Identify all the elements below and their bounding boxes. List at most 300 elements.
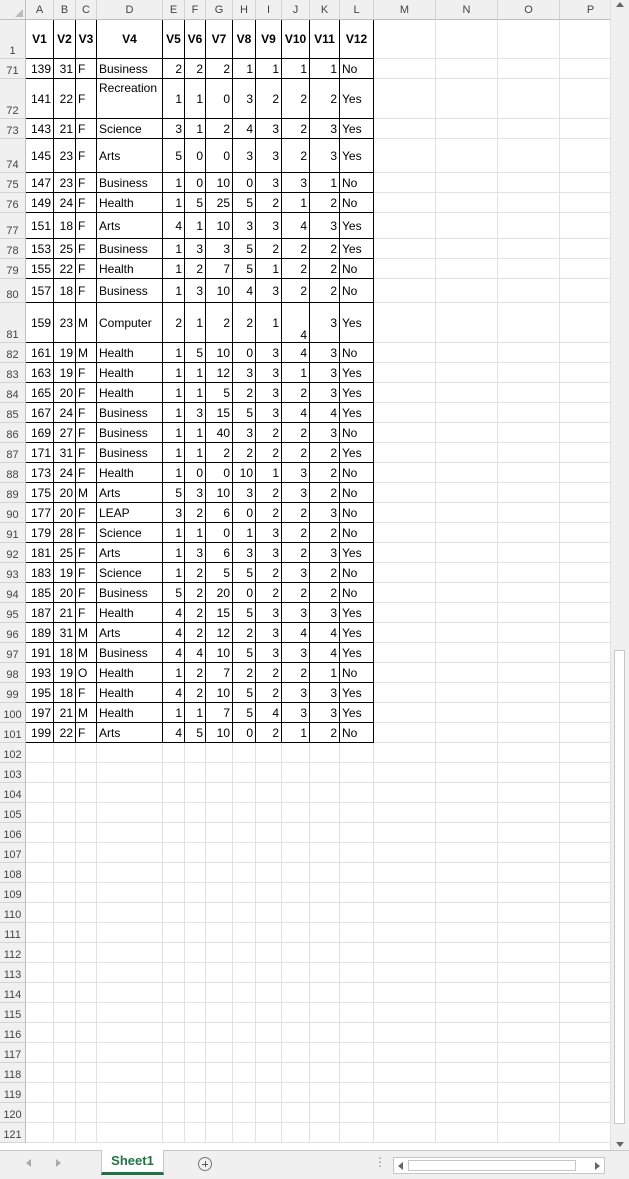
header-cell-v6[interactable]: V6 [185,20,206,59]
empty-cell[interactable] [54,923,76,943]
data-cell[interactable]: 21 [54,703,76,723]
row-header-80[interactable]: 80 [0,279,26,303]
column-header-h[interactable]: H [233,0,256,20]
empty-cell[interactable] [54,743,76,763]
row-header-74[interactable]: 74 [0,139,26,173]
data-cell[interactable]: No [340,523,374,543]
data-cell[interactable]: 179 [26,523,54,543]
data-cell[interactable]: 2 [282,259,310,279]
data-cell[interactable]: 7 [206,663,233,683]
data-cell[interactable]: Health [97,463,163,483]
data-cell[interactable]: 3 [310,703,340,723]
empty-cell[interactable] [560,193,610,213]
data-cell[interactable]: Arts [97,213,163,239]
data-cell[interactable]: F [76,139,97,173]
empty-cell[interactable] [233,963,256,983]
empty-cell[interactable] [282,1123,310,1143]
empty-cell[interactable] [436,20,498,59]
empty-cell[interactable] [206,763,233,783]
empty-cell[interactable] [560,663,610,683]
data-cell[interactable]: 5 [185,343,206,363]
empty-cell[interactable] [206,923,233,943]
empty-cell[interactable] [76,1003,97,1023]
empty-cell[interactable] [54,1063,76,1083]
data-cell[interactable]: 4 [282,213,310,239]
empty-cell[interactable] [340,923,374,943]
empty-cell[interactable] [310,803,340,823]
empty-cell[interactable] [97,883,163,903]
column-header-i[interactable]: I [256,0,282,20]
empty-cell[interactable] [26,963,54,983]
data-cell[interactable]: 2 [185,663,206,683]
empty-cell[interactable] [560,543,610,563]
row-header-79[interactable]: 79 [0,259,26,279]
empty-cell[interactable] [374,1123,436,1143]
data-cell[interactable]: 4 [163,623,185,643]
data-cell[interactable]: 2 [310,483,340,503]
data-cell[interactable]: 6 [206,503,233,523]
empty-cell[interactable] [206,903,233,923]
data-cell[interactable]: 3 [310,683,340,703]
horizontal-scroll-thumb[interactable] [408,1160,576,1171]
empty-cell[interactable] [54,903,76,923]
empty-cell[interactable] [26,1083,54,1103]
empty-cell[interactable] [163,863,185,883]
data-cell[interactable]: Arts [97,483,163,503]
data-cell[interactable]: O [76,663,97,683]
empty-cell[interactable] [340,963,374,983]
empty-cell[interactable] [498,823,560,843]
data-cell[interactable]: 10 [206,279,233,303]
empty-cell[interactable] [206,1103,233,1123]
column-header-p[interactable]: P [560,0,610,20]
data-cell[interactable]: 2 [282,443,310,463]
empty-cell[interactable] [374,983,436,1003]
data-cell[interactable]: 31 [54,59,76,79]
row-header-95[interactable]: 95 [0,603,26,623]
empty-cell[interactable] [206,883,233,903]
empty-cell[interactable] [436,743,498,763]
empty-cell[interactable] [560,703,610,723]
empty-cell[interactable] [310,843,340,863]
empty-cell[interactable] [340,903,374,923]
data-cell[interactable]: 15 [206,403,233,423]
data-cell[interactable]: Health [97,259,163,279]
empty-cell[interactable] [256,983,282,1003]
data-cell[interactable]: 3 [256,363,282,383]
data-cell[interactable]: 2 [185,623,206,643]
empty-cell[interactable] [340,803,374,823]
empty-cell[interactable] [310,883,340,903]
empty-cell[interactable] [163,903,185,923]
data-cell[interactable]: Business [97,239,163,259]
empty-cell[interactable] [560,903,610,923]
empty-cell[interactable] [310,943,340,963]
row-header-91[interactable]: 91 [0,523,26,543]
empty-cell[interactable] [498,543,560,563]
row-header-108[interactable]: 108 [0,863,26,883]
empty-cell[interactable] [436,763,498,783]
data-cell[interactable]: 157 [26,279,54,303]
data-cell[interactable]: 2 [233,623,256,643]
row-header-75[interactable]: 75 [0,173,26,193]
data-cell[interactable]: 2 [206,119,233,139]
empty-cell[interactable] [436,523,498,543]
empty-cell[interactable] [374,1023,436,1043]
empty-cell[interactable] [436,173,498,193]
data-cell[interactable]: 3 [310,119,340,139]
empty-cell[interactable] [560,963,610,983]
data-cell[interactable]: 4 [310,643,340,663]
empty-cell[interactable] [233,923,256,943]
empty-cell[interactable] [256,963,282,983]
data-cell[interactable]: 199 [26,723,54,743]
empty-cell[interactable] [26,1063,54,1083]
data-cell[interactable]: 1 [163,259,185,279]
empty-cell[interactable] [374,743,436,763]
data-cell[interactable]: 1 [163,543,185,563]
empty-cell[interactable] [54,783,76,803]
empty-cell[interactable] [498,883,560,903]
data-cell[interactable]: Science [97,523,163,543]
empty-cell[interactable] [374,59,436,79]
empty-cell[interactable] [282,883,310,903]
data-cell[interactable]: No [340,343,374,363]
empty-cell[interactable] [560,863,610,883]
row-header-118[interactable]: 118 [0,1063,26,1083]
empty-cell[interactable] [436,503,498,523]
empty-cell[interactable] [374,279,436,303]
data-cell[interactable]: 3 [185,483,206,503]
empty-cell[interactable] [185,1083,206,1103]
empty-cell[interactable] [26,1023,54,1043]
data-cell[interactable]: Yes [340,623,374,643]
empty-cell[interactable] [374,483,436,503]
empty-cell[interactable] [436,1103,498,1123]
data-cell[interactable]: F [76,723,97,743]
data-cell[interactable]: 2 [256,683,282,703]
empty-cell[interactable] [282,1103,310,1123]
row-header-83[interactable]: 83 [0,363,26,383]
empty-cell[interactable] [206,783,233,803]
row-header-98[interactable]: 98 [0,663,26,683]
data-cell[interactable]: No [340,583,374,603]
data-cell[interactable]: 25 [206,193,233,213]
data-cell[interactable]: 1 [233,523,256,543]
data-cell[interactable]: 175 [26,483,54,503]
data-cell[interactable]: Yes [340,603,374,623]
empty-cell[interactable] [436,663,498,683]
empty-cell[interactable] [256,1123,282,1143]
data-cell[interactable]: 167 [26,403,54,423]
empty-cell[interactable] [560,139,610,173]
data-cell[interactable]: 7 [206,259,233,279]
data-cell[interactable]: 5 [163,583,185,603]
empty-cell[interactable] [436,783,498,803]
data-cell[interactable]: F [76,443,97,463]
data-cell[interactable]: 2 [163,59,185,79]
data-cell[interactable]: 2 [185,503,206,523]
data-cell[interactable]: 1 [163,173,185,193]
column-header-a[interactable]: A [26,0,54,20]
empty-cell[interactable] [97,1003,163,1023]
empty-cell[interactable] [163,783,185,803]
empty-cell[interactable] [310,1043,340,1063]
data-cell[interactable]: Computer [97,303,163,343]
empty-cell[interactable] [54,1083,76,1103]
data-cell[interactable]: 0 [206,463,233,483]
empty-cell[interactable] [163,803,185,823]
row-header-99[interactable]: 99 [0,683,26,703]
empty-cell[interactable] [233,1003,256,1023]
data-cell[interactable]: Yes [340,79,374,119]
empty-cell[interactable] [206,1003,233,1023]
data-cell[interactable]: 3 [233,543,256,563]
data-cell[interactable]: 12 [206,623,233,643]
row-header-78[interactable]: 78 [0,239,26,259]
data-cell[interactable]: 4 [310,403,340,423]
empty-cell[interactable] [97,863,163,883]
data-cell[interactable]: 5 [233,239,256,259]
empty-cell[interactable] [436,583,498,603]
data-cell[interactable]: 1 [163,383,185,403]
empty-cell[interactable] [163,823,185,843]
empty-cell[interactable] [185,763,206,783]
data-cell[interactable]: 2 [185,603,206,623]
empty-cell[interactable] [163,1003,185,1023]
empty-cell[interactable] [436,279,498,303]
empty-cell[interactable] [256,1083,282,1103]
data-cell[interactable]: 21 [54,119,76,139]
data-cell[interactable]: 0 [206,79,233,119]
empty-cell[interactable] [498,173,560,193]
data-cell[interactable]: 5 [206,383,233,403]
data-cell[interactable]: F [76,583,97,603]
data-cell[interactable]: 2 [310,193,340,213]
data-cell[interactable]: 1 [163,79,185,119]
data-cell[interactable]: 4 [163,213,185,239]
data-cell[interactable]: Business [97,423,163,443]
header-cell-v4[interactable]: V4 [97,20,163,59]
data-cell[interactable]: Yes [340,139,374,173]
column-header-n[interactable]: N [436,0,498,20]
column-header-l[interactable]: L [340,0,374,20]
empty-cell[interactable] [374,193,436,213]
data-cell[interactable]: 1 [185,119,206,139]
empty-cell[interactable] [54,843,76,863]
empty-cell[interactable] [54,1003,76,1023]
empty-cell[interactable] [560,59,610,79]
empty-cell[interactable] [436,443,498,463]
empty-cell[interactable] [374,1103,436,1123]
empty-cell[interactable] [436,863,498,883]
data-cell[interactable]: 19 [54,563,76,583]
empty-cell[interactable] [97,1083,163,1103]
empty-cell[interactable] [436,703,498,723]
data-cell[interactable]: 3 [185,279,206,303]
data-cell[interactable]: Health [97,383,163,403]
data-cell[interactable]: 4 [282,403,310,423]
data-cell[interactable]: 183 [26,563,54,583]
empty-cell[interactable] [498,583,560,603]
data-cell[interactable]: 2 [282,503,310,523]
row-header-113[interactable]: 113 [0,963,26,983]
row-header-73[interactable]: 73 [0,119,26,139]
empty-cell[interactable] [26,743,54,763]
row-header-76[interactable]: 76 [0,193,26,213]
data-cell[interactable]: Recreation [97,79,163,119]
data-cell[interactable]: Yes [340,119,374,139]
data-cell[interactable]: 3 [282,683,310,703]
data-cell[interactable]: F [76,59,97,79]
empty-cell[interactable] [233,1083,256,1103]
data-cell[interactable]: 24 [54,463,76,483]
empty-cell[interactable] [54,883,76,903]
empty-cell[interactable] [54,943,76,963]
empty-cell[interactable] [76,1103,97,1123]
data-cell[interactable]: 2 [256,503,282,523]
empty-cell[interactable] [206,1043,233,1063]
data-cell[interactable]: 4 [163,603,185,623]
empty-cell[interactable] [436,1003,498,1023]
empty-cell[interactable] [374,783,436,803]
row-header-101[interactable]: 101 [0,723,26,743]
empty-cell[interactable] [374,643,436,663]
empty-cell[interactable] [560,483,610,503]
empty-cell[interactable] [97,843,163,863]
data-cell[interactable]: 139 [26,59,54,79]
empty-cell[interactable] [233,863,256,883]
empty-cell[interactable] [97,1103,163,1123]
data-cell[interactable]: 2 [256,663,282,683]
empty-cell[interactable] [340,1063,374,1083]
empty-cell[interactable] [282,963,310,983]
empty-cell[interactable] [163,1023,185,1043]
empty-cell[interactable] [310,1123,340,1143]
header-cell-v11[interactable]: V11 [310,20,340,59]
data-cell[interactable]: Arts [97,623,163,643]
data-cell[interactable]: 2 [310,463,340,483]
empty-cell[interactable] [498,1063,560,1083]
row-header-110[interactable]: 110 [0,903,26,923]
empty-cell[interactable] [560,259,610,279]
data-cell[interactable]: 10 [206,173,233,193]
empty-cell[interactable] [26,863,54,883]
data-cell[interactable]: M [76,703,97,723]
data-cell[interactable]: 2 [185,59,206,79]
empty-cell[interactable] [498,563,560,583]
data-cell[interactable]: 20 [54,503,76,523]
scroll-down-arrow-icon[interactable] [616,1142,624,1147]
empty-cell[interactable] [163,1063,185,1083]
data-cell[interactable]: 1 [163,279,185,303]
empty-cell[interactable] [560,583,610,603]
empty-cell[interactable] [256,883,282,903]
data-cell[interactable]: 2 [256,443,282,463]
empty-cell[interactable] [97,803,163,823]
empty-cell[interactable] [498,79,560,119]
data-cell[interactable]: 5 [233,683,256,703]
empty-cell[interactable] [560,1063,610,1083]
empty-cell[interactable] [374,543,436,563]
empty-cell[interactable] [498,603,560,623]
data-cell[interactable]: Yes [340,643,374,663]
empty-cell[interactable] [436,923,498,943]
data-cell[interactable]: 18 [54,279,76,303]
empty-cell[interactable] [374,403,436,423]
data-cell[interactable]: F [76,79,97,119]
empty-cell[interactable] [256,803,282,823]
data-cell[interactable]: Arts [97,543,163,563]
empty-cell[interactable] [185,903,206,923]
data-cell[interactable]: 1 [233,59,256,79]
scroll-left-arrow-icon[interactable] [398,1162,403,1170]
empty-cell[interactable] [560,643,610,663]
empty-cell[interactable] [436,843,498,863]
vertical-scroll-thumb[interactable] [614,650,625,1124]
data-cell[interactable]: 1 [163,443,185,463]
data-cell[interactable]: 3 [256,119,282,139]
data-cell[interactable]: 22 [54,259,76,279]
column-header-o[interactable]: O [498,0,560,20]
row-header-72[interactable]: 72 [0,79,26,119]
empty-cell[interactable] [256,923,282,943]
data-cell[interactable]: 28 [54,523,76,543]
data-cell[interactable]: 3 [163,119,185,139]
empty-cell[interactable] [256,1003,282,1023]
empty-cell[interactable] [206,943,233,963]
empty-cell[interactable] [76,1063,97,1083]
data-cell[interactable]: 2 [256,239,282,259]
data-cell[interactable]: 189 [26,623,54,643]
row-header-1[interactable]: 1 [0,20,26,59]
row-header-81[interactable]: 81 [0,303,26,343]
data-cell[interactable]: 4 [163,643,185,663]
empty-cell[interactable] [498,363,560,383]
empty-cell[interactable] [560,303,610,343]
row-header-103[interactable]: 103 [0,763,26,783]
empty-cell[interactable] [233,883,256,903]
data-cell[interactable]: 2 [282,663,310,683]
empty-cell[interactable] [76,763,97,783]
empty-cell[interactable] [163,923,185,943]
data-cell[interactable]: Yes [340,543,374,563]
data-cell[interactable]: LEAP [97,503,163,523]
empty-cell[interactable] [76,943,97,963]
empty-cell[interactable] [498,843,560,863]
data-cell[interactable]: 3 [282,173,310,193]
data-cell[interactable]: 3 [233,213,256,239]
data-cell[interactable]: 1 [163,193,185,213]
empty-cell[interactable] [256,1043,282,1063]
empty-cell[interactable] [436,1123,498,1143]
data-cell[interactable]: Business [97,443,163,463]
data-cell[interactable]: 169 [26,423,54,443]
header-cell-v2[interactable]: V2 [54,20,76,59]
empty-cell[interactable] [54,803,76,823]
empty-cell[interactable] [97,763,163,783]
data-cell[interactable]: 2 [256,423,282,443]
row-header-121[interactable]: 121 [0,1123,26,1143]
data-cell[interactable]: 22 [54,79,76,119]
data-cell[interactable]: 3 [310,603,340,623]
empty-cell[interactable] [76,903,97,923]
empty-cell[interactable] [282,1063,310,1083]
data-cell[interactable]: 2 [282,543,310,563]
empty-cell[interactable] [340,1043,374,1063]
empty-cell[interactable] [560,1003,610,1023]
data-cell[interactable]: 1 [185,383,206,403]
